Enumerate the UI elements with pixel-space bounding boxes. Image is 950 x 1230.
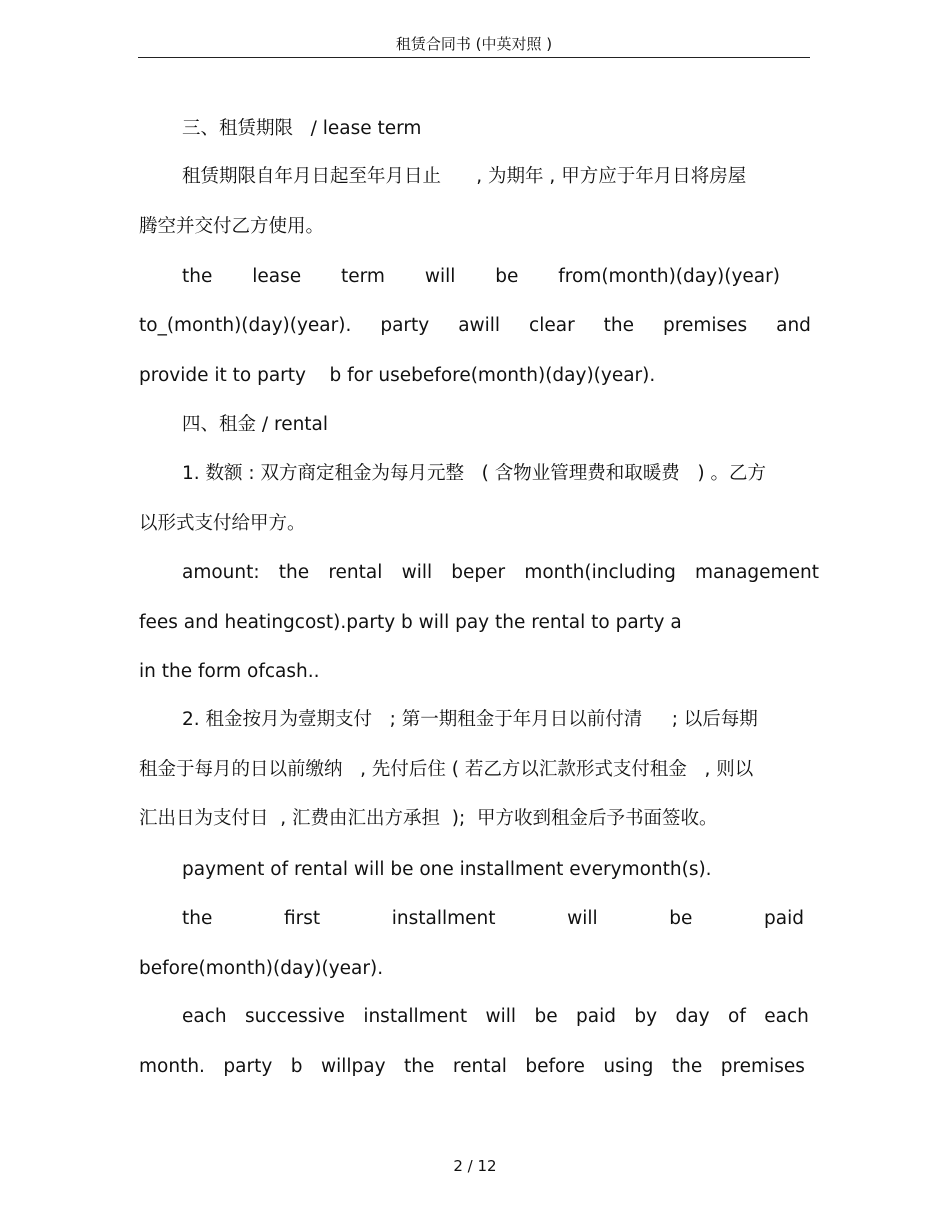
- word: the: [182, 266, 213, 287]
- word: the: [278, 562, 310, 583]
- paragraph-line: [182, 1005, 809, 1029]
- word: amount:: [182, 562, 260, 583]
- page-number: 2 / 12: [453, 1157, 497, 1175]
- paragraph-line: 腾空并交付乙方使用。: [139, 216, 325, 237]
- paragraph-line: [182, 265, 780, 289]
- paragraph-line: 汇出日为支付日 , 汇费由汇出方承担 ); 甲方收到租金后予书面签收。: [139, 808, 718, 829]
- word: paid: [576, 1006, 616, 1027]
- word: lease: [252, 266, 302, 287]
- paragraph-line: 租赁期限自年月日起至年月日止 , 为期年 , 甲方应于年月日将房屋: [182, 166, 747, 187]
- word: to_(month)(day)(year).: [139, 315, 352, 336]
- word: each: [764, 1006, 809, 1027]
- word: be: [534, 1006, 558, 1027]
- word: clear: [529, 315, 575, 336]
- paragraph-line: fees and heatingcost).party b will pay the rental to party a: [139, 612, 682, 633]
- word: awill: [458, 315, 501, 336]
- paragraph-line: [182, 907, 804, 931]
- paragraph-line: 以形式支付给甲方。: [139, 513, 306, 534]
- word: of: [728, 1006, 746, 1027]
- word: the: [671, 1056, 703, 1077]
- section-heading-lease-term: 三、租赁期限 / lease term: [182, 118, 422, 139]
- word: beper: [451, 562, 506, 583]
- paragraph-line: 租金于每月的日以前缴纳 , 先付后住 ( 若乙方以汇款形式支付租金 , 则以: [139, 759, 754, 780]
- word: the: [603, 315, 635, 336]
- word: management: [695, 562, 819, 583]
- word: be: [495, 266, 519, 287]
- word: party: [380, 315, 430, 336]
- word: first: [283, 908, 321, 929]
- paragraph-line: in the form ofcash..: [139, 661, 320, 682]
- paragraph-line: [182, 561, 819, 585]
- word: month.: [139, 1056, 205, 1077]
- word: each: [182, 1006, 227, 1027]
- word: and: [776, 315, 811, 336]
- word: installment: [363, 1006, 468, 1027]
- running-header: 租赁合同书 (中英对照 ): [395, 35, 553, 53]
- word: party: [223, 1056, 273, 1077]
- section-heading-rental: 四、租金 / rental: [182, 414, 329, 435]
- word: will: [424, 266, 456, 287]
- word: using: [603, 1056, 654, 1077]
- word: will: [567, 908, 598, 929]
- word: premises: [663, 315, 748, 336]
- paragraph-line: payment of rental will be one installment everymonth(s).: [182, 859, 712, 880]
- word: will: [401, 562, 433, 583]
- word: rental: [452, 1056, 507, 1077]
- word: paid: [764, 908, 804, 929]
- word: before: [525, 1056, 585, 1077]
- word: month(including: [524, 562, 676, 583]
- word: installment: [391, 908, 496, 929]
- word: b: [290, 1056, 303, 1077]
- word: from(month)(day)(year): [558, 266, 780, 287]
- paragraph-line: 1. 数额 : 双方商定租金为每月元整 ( 含物业管理费和取暖费 ) 。乙方: [182, 463, 767, 484]
- word: the: [182, 908, 213, 929]
- paragraph-line: 2. 租金按月为壹期支付 ; 第一期租金于年月日以前付清 ; 以后每期: [182, 709, 758, 730]
- paragraph-line: [139, 314, 811, 338]
- word: successive: [245, 1006, 345, 1027]
- word: by: [634, 1006, 658, 1027]
- word: will: [485, 1006, 517, 1027]
- word: willpay: [320, 1056, 386, 1077]
- word: the: [404, 1056, 435, 1077]
- word: day: [675, 1006, 710, 1027]
- word: premises: [720, 1056, 805, 1077]
- paragraph-line: [139, 1055, 805, 1079]
- word: be: [669, 908, 693, 929]
- paragraph-line: before(month)(day)(year).: [139, 958, 384, 979]
- word: term: [341, 266, 385, 287]
- word: rental: [328, 562, 383, 583]
- header-divider: [138, 57, 810, 58]
- paragraph-line: provide it to party b for usebefore(month)(day)(year).: [139, 365, 656, 386]
